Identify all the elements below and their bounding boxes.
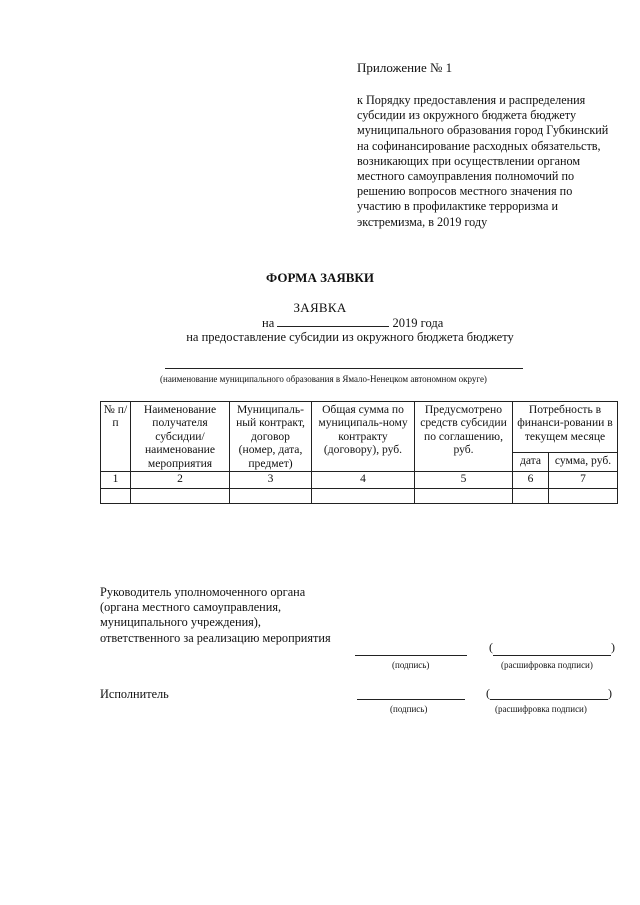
- form-heading: ФОРМА ЗАЯВКИ: [266, 270, 374, 285]
- col-number: 5: [415, 472, 513, 489]
- date-blank-field[interactable]: [277, 315, 389, 327]
- head-signatory-text: Руководитель уполномоченного органа (органа местного самоуправления, муниципального учреждения), ответственного за реализацию мероприятия: [100, 585, 331, 645]
- head-paren-close: ): [611, 640, 615, 654]
- municipality-blank-field[interactable]: [165, 368, 523, 369]
- head-signature-caption: (подпись): [392, 660, 430, 670]
- header-sum: сумма, руб.: [549, 452, 618, 471]
- executor-label: Исполнитель: [100, 687, 169, 701]
- head-decoding-caption: (расшифровка подписи): [501, 660, 593, 670]
- table-cell[interactable]: [312, 489, 415, 504]
- executor-signature-caption: (подпись): [390, 704, 428, 714]
- col-number: 6: [513, 472, 549, 489]
- table-cell[interactable]: [549, 489, 618, 504]
- header-provided: Предусмотрено средств субсидии по соглашению, руб.: [415, 402, 513, 472]
- header-date: дата: [513, 452, 549, 471]
- table-header-row: [101, 402, 618, 453]
- executor-decoding-field[interactable]: [490, 699, 608, 700]
- appendix-title: Приложение № 1: [357, 60, 453, 75]
- table-cell[interactable]: [415, 489, 513, 504]
- table-cell[interactable]: [131, 489, 230, 504]
- request-table: [100, 401, 618, 504]
- header-contract: Муниципаль-ный контракт, договор (номер, дата, предмет): [230, 402, 312, 472]
- table-number-row: [101, 472, 618, 489]
- table-cell[interactable]: [230, 489, 312, 504]
- header-need: Потребность в финанси-ровании в текущем месяце: [513, 402, 618, 453]
- header-num: № п/п: [101, 402, 131, 472]
- na-prefix: на: [262, 316, 275, 330]
- table-cell[interactable]: [101, 489, 131, 504]
- executor-signature-field[interactable]: [357, 699, 465, 700]
- head-paren-open: (: [489, 640, 493, 654]
- executor-decoding-caption: (расшифровка подписи): [495, 704, 587, 714]
- municipality-caption: (наименование муниципального образования в Ямало-Ненецком автономном округе): [160, 374, 487, 384]
- executor-paren-open: (: [486, 686, 490, 700]
- executor-paren-close: ): [608, 686, 612, 700]
- table-cell[interactable]: [513, 489, 549, 504]
- request-title: ЗАЯВКА: [293, 300, 347, 315]
- col-number: 3: [230, 472, 312, 489]
- request-purpose: на предоставление субсидии из окружного бюджета бюджету: [186, 330, 514, 344]
- head-decoding-field[interactable]: [493, 655, 611, 656]
- request-date-line: [262, 315, 443, 331]
- head-signature-field[interactable]: [355, 655, 467, 656]
- col-number: 2: [131, 472, 230, 489]
- col-number: 7: [549, 472, 618, 489]
- table-row: [101, 489, 618, 504]
- col-number: 4: [312, 472, 415, 489]
- header-recipient: Наименование получателя субсидии/ наименование мероприятия: [131, 402, 230, 472]
- col-number: 1: [101, 472, 131, 489]
- appendix-text: к Порядку предоставления и распределения субсидии из окружного бюджета бюджету муниципального образования город Губкинский на софинансирование расходных обязательств, возникающих при осуществлении органом местного самоуправления полномочий по решению вопросов местного значения по участию в профилактике терроризма и экстремизма, в 2019 году: [357, 93, 609, 229]
- header-total: Общая сумма по муниципаль-ному контракту (договору), руб.: [312, 402, 415, 472]
- year-suffix: 2019 года: [392, 316, 444, 330]
